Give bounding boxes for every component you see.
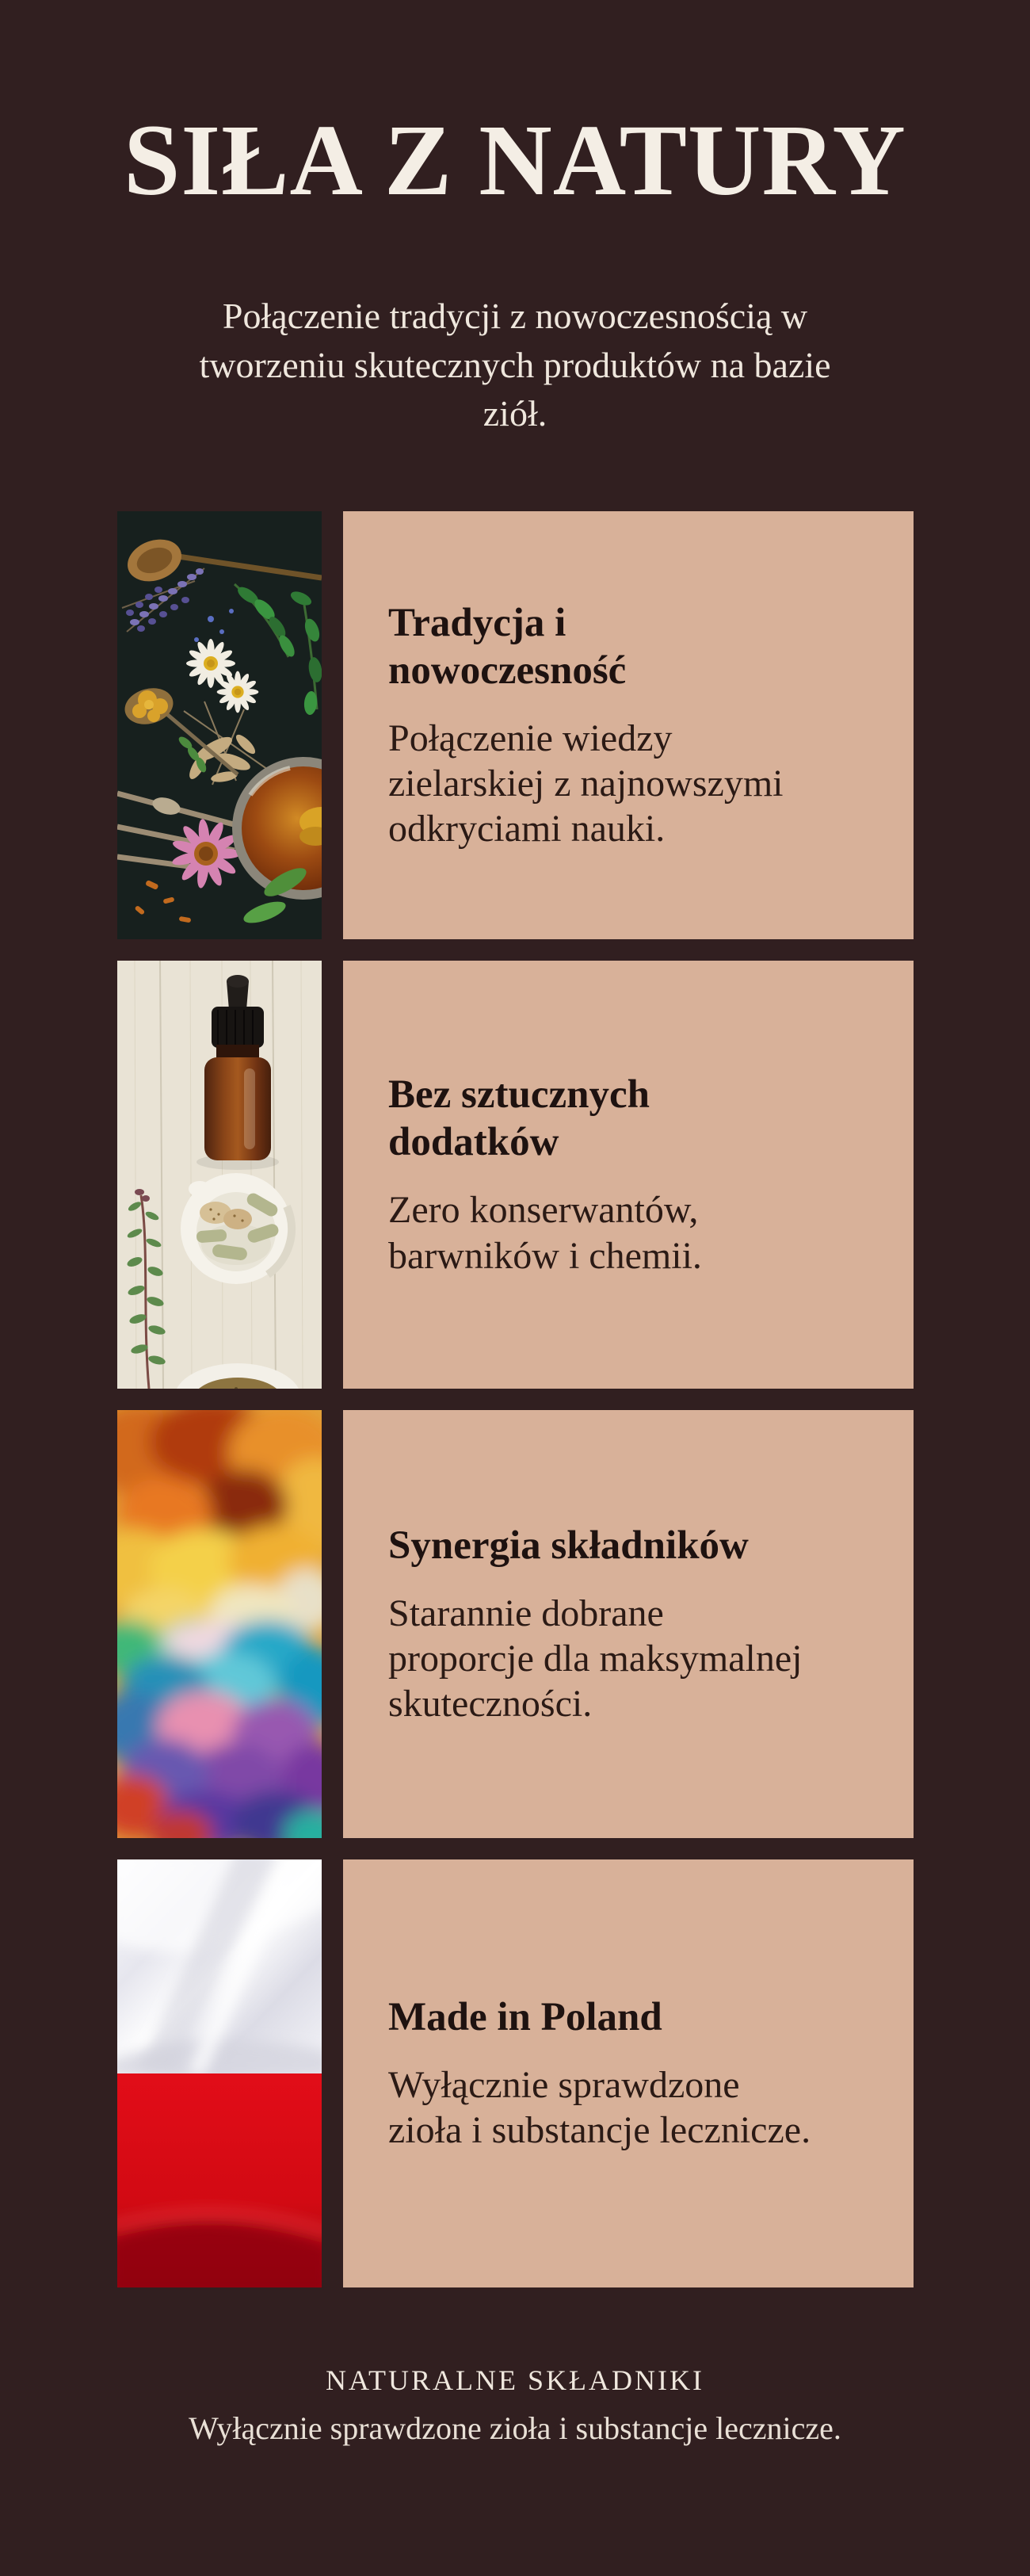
herbs-tea-photo	[117, 511, 322, 939]
feature-title: Tradycja i nowoczesność	[388, 600, 627, 693]
feature-rows	[117, 511, 914, 2287]
feature-body: Połączenie wiedzy zielarskiej z najnowszymi odkryciami nauki.	[388, 717, 784, 850]
polish-flag-illustration	[117, 1859, 322, 2287]
footer-body: Wyłącznie sprawdzone zioła i substancje lecznicze.	[189, 2410, 841, 2446]
feature-body: Starannie dobrane proporcje dla maksymalnej skuteczności.	[388, 1592, 803, 1726]
footer-heading: NATURALNE SKŁADNIKI	[326, 2364, 704, 2396]
page-subtitle: Połączenie tradycji z nowoczesnością w tworzeniu skutecznych produktów na bazie ziół.	[199, 296, 831, 434]
feature-title: Bez sztucznych dodatków	[388, 1072, 650, 1165]
feature-title: Synergia składników	[388, 1523, 749, 1568]
page-title: SIŁA Z NATURY	[124, 104, 906, 216]
feature-row-tradition	[117, 511, 914, 939]
feature-card-made-in-poland	[343, 1859, 914, 2287]
feature-row-made-in-poland	[117, 1859, 914, 2287]
polish-flag-photo	[117, 1859, 322, 2287]
abstract-colors-illustration	[117, 1410, 322, 1838]
feature-body: Zero konserwantów, barwników i chemii.	[388, 1189, 702, 1277]
herbs-tea-illustration	[117, 511, 322, 939]
feature-title: Made in Poland	[388, 1995, 662, 2040]
feature-body: Wyłącznie sprawdzone zioła i substancje lecznicze.	[388, 2064, 811, 2152]
feature-card-no-additives	[343, 961, 914, 1389]
feature-row-no-additives	[117, 961, 914, 1389]
dropper-bottle-illustration	[117, 961, 322, 1389]
feature-card-tradition	[343, 511, 914, 939]
feature-card-synergy	[343, 1410, 914, 1838]
abstract-colors-photo	[117, 1410, 322, 1838]
feature-row-synergy	[117, 1410, 914, 1838]
dropper-bottle-photo	[117, 961, 322, 1389]
footer	[0, 2364, 1030, 2447]
